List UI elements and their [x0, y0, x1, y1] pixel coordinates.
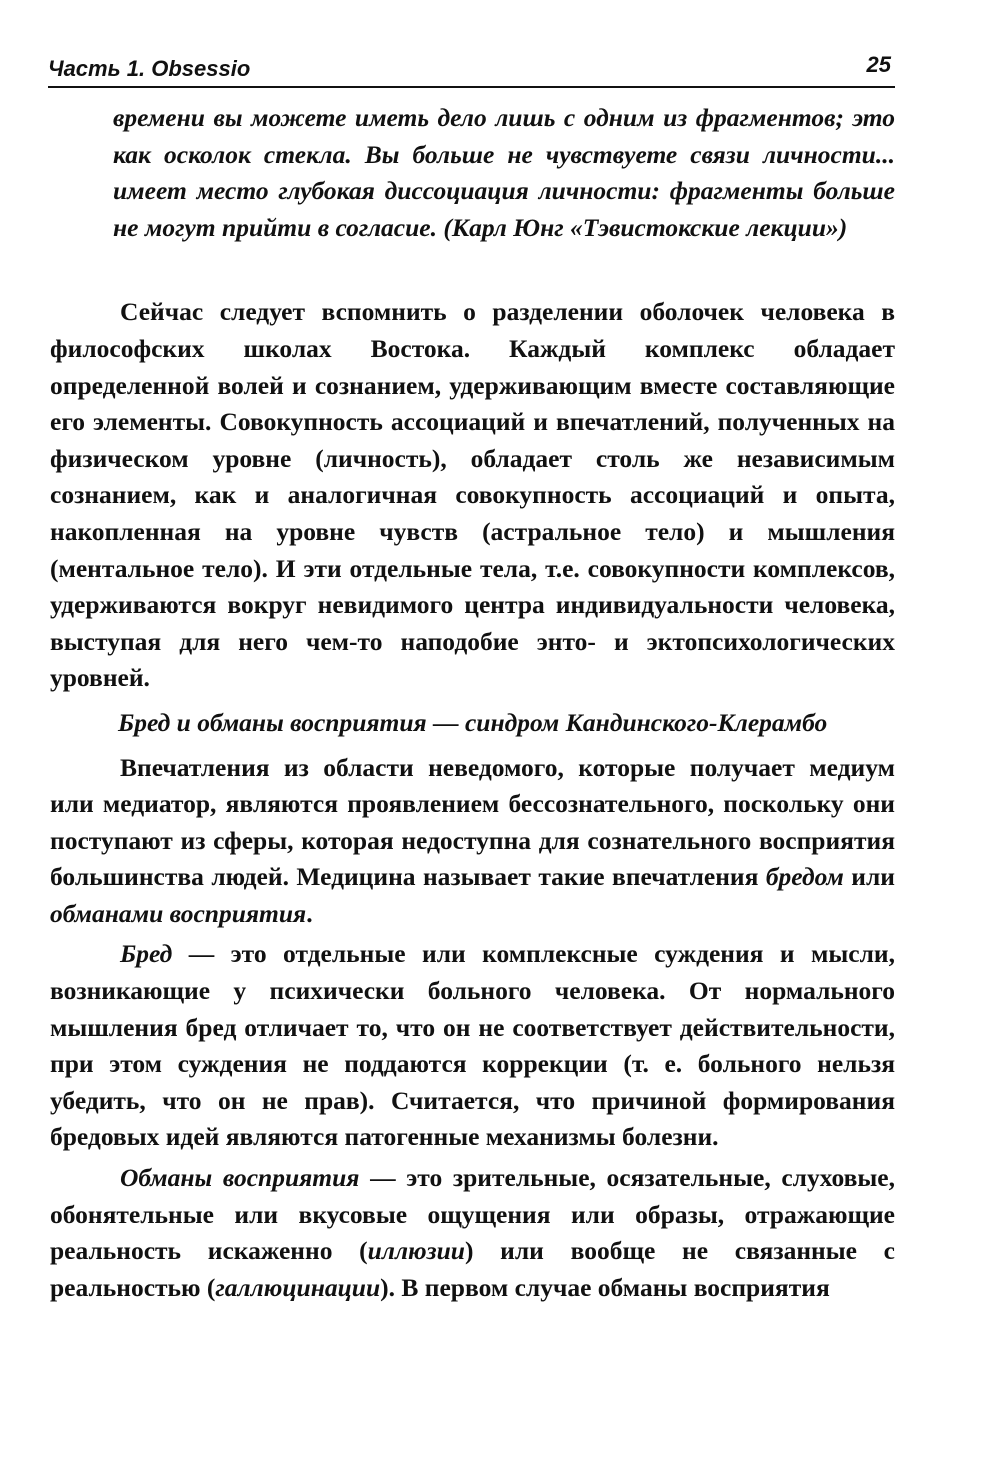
quote-text: времени вы можете иметь дело лишь с одним из фрагментов; это как осколок стекла. Вы больше не чувствуете связи личности... имеет место глубокая диссоциация личности: фрагменты больше не могут прийти в согласие. (Карл Юнг «Тэвистокские лекции») — [113, 103, 895, 242]
term-gallyucinacii: галлюцинации — [215, 1272, 381, 1302]
paragraph-obmany-definition — [50, 1160, 895, 1306]
bred-definition-text: — это отдельные или комплексные суждения и мысли, возникающие у психически больного человека. От нормального мышления бред отличает то, что он не соответствует действительности, при этом суждения не поддаются коррекции (т. е. больного нельзя убедить, что он не прав). Считается, что причиной формирования бредовых идей являются патогенные механизмы болезни. — [50, 939, 895, 1152]
term-obmany-heading: Обманы восприятия — [120, 1163, 360, 1193]
section-heading: Бред и обманы восприятия — синдром Кандинского-Клерамбо — [118, 707, 828, 737]
paragraph-bred-definition — [50, 936, 895, 1156]
term-bred-heading: Бред — [120, 939, 173, 969]
term-obmany: обманами восприятия — [50, 898, 307, 928]
obmany-text-3: ). В первом случае обманы восприятия — [380, 1272, 830, 1302]
period: . — [306, 898, 313, 928]
page-body — [50, 100, 895, 1306]
running-head: Часть 1. Obsessio — [48, 56, 251, 81]
term-illyuzii: иллюзии — [367, 1236, 465, 1266]
term-bred: бредом — [765, 862, 844, 892]
obmany-text-1: — это зрительные, осязательные, слуховые, обонятельные или вкусовые ощущения или образы, отражающие реальность искаженно ( — [50, 1163, 895, 1266]
paragraph-oboloчki: Сейчас следует вспомнить о разделении оболочек человека в философских школах Востока. Каждый комплекс обладает определенной волей и сознанием, удерживающим вместе составляющие его элементы. Совокупность ассоциаций и впечатлений, полученных на физическом уровне (личность), обладает столь же независимым сознанием, как и аналогичная совокупность ассоциаций и опыта, накопленная на уровне чувств (астральное тело) и мышления (ментальное тело). И эти отдельные тела, т.е. совокупности комплексов, удерживаются вокруг невидимого центра индивидуальности человека, выступая для него чем-то наподобие энто- и эктопсихологических уровней. — [50, 297, 895, 693]
epigraph-quote — [113, 100, 895, 246]
obmany-text-2: ) или вообще не связанные с реальностью ( — [50, 1236, 895, 1302]
page-header — [48, 50, 895, 88]
paragraph-impressions — [50, 750, 895, 933]
paragraph-impressions-text: Впечатления из области неведомого, которые получает медиум или медиатор, являются проявлением бессознательного, поскольку они поступают из сферы, которая недоступна для сознательного восприятия большинства людей. Медицина называет такие впечатления — [50, 752, 895, 892]
connector-text: или — [843, 862, 895, 892]
page-number: 25 — [866, 52, 891, 77]
